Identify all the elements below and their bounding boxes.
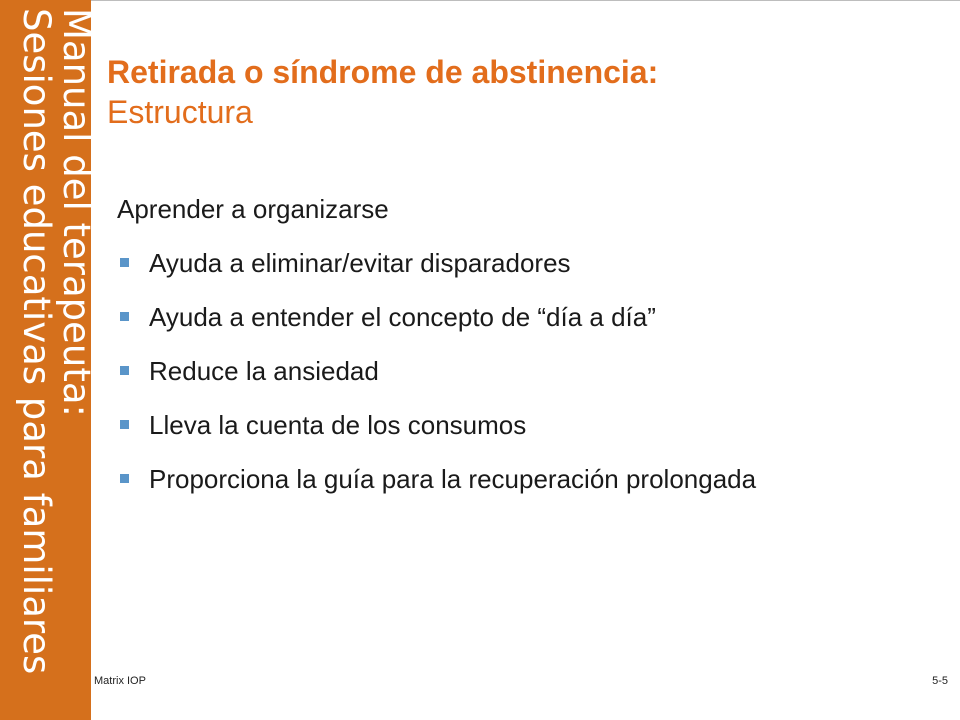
- bullet-text: Ayuda a entender el concepto de “día a día”: [149, 302, 656, 332]
- sidebar-line-2: Sesiones educativas para familiares: [15, 8, 58, 675]
- square-bullet-icon: [120, 474, 129, 483]
- square-bullet-icon: [120, 366, 129, 375]
- slide-number: 5-5: [932, 675, 948, 687]
- lead-text: Aprender a organizarse: [117, 194, 389, 224]
- slide-content: [117, 192, 917, 516]
- bullet-item: [117, 462, 917, 496]
- sidebar-title: [16, 8, 96, 708]
- bullet-text: Proporciona la guía para la recuperación prolongada: [149, 464, 757, 494]
- square-bullet-icon: [120, 258, 129, 267]
- bullet-text: Ayuda a eliminar/evitar disparadores: [149, 248, 571, 278]
- top-divider: [91, 0, 960, 1]
- bullet-item: [117, 354, 917, 388]
- square-bullet-icon: [120, 312, 129, 321]
- bullet-text: Reduce la ansiedad: [149, 356, 379, 386]
- bullet-item: [117, 300, 917, 334]
- slide-title: [107, 52, 927, 132]
- bullet-item: [117, 408, 917, 442]
- bullet-item: [117, 246, 917, 280]
- square-bullet-icon: [120, 420, 129, 429]
- sidebar-line-1: Manual del terapeuta:: [55, 8, 98, 418]
- bullet-list: [117, 246, 917, 496]
- title-sub: Estructura: [107, 94, 253, 130]
- title-main: Retirada o síndrome de abstinencia:: [107, 54, 659, 90]
- bullet-text: Lleva la cuenta de los consumos: [149, 410, 527, 440]
- footer-source: Matrix IOP: [94, 675, 146, 687]
